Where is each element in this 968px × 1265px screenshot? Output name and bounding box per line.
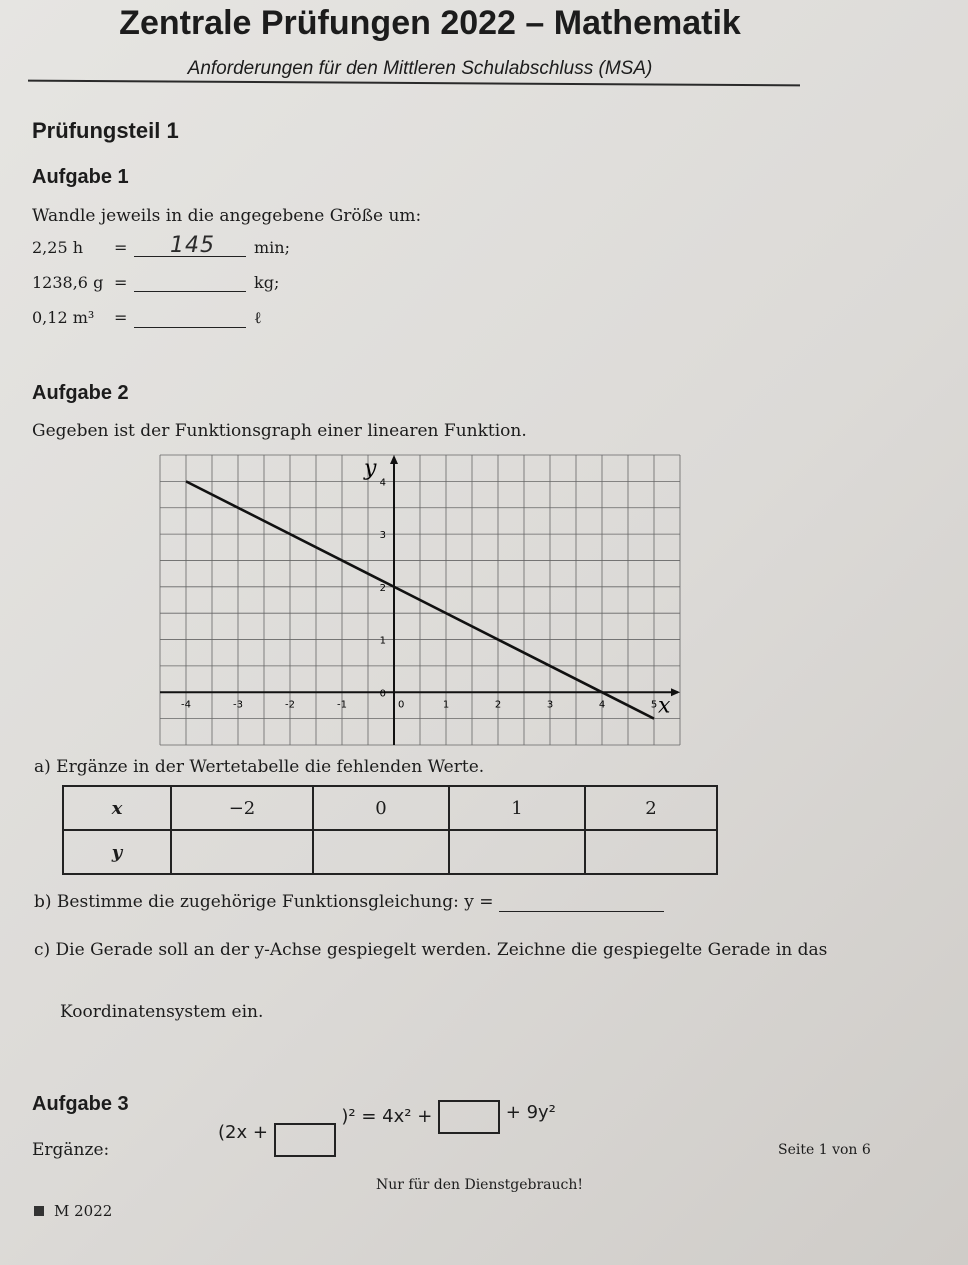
conversion-unit: min; [254,238,290,257]
conversion-value: 0,12 m³ [32,308,95,327]
header-divider [28,80,800,87]
table-cell-y[interactable] [449,830,585,874]
equation-part: + 9y² [505,1102,556,1123]
task-b [34,892,664,912]
page-title: Zentrale Prüfungen 2022 – Mathematik [119,4,741,42]
aufgabe2-intro: Gegeben ist der Funktionsgraph einer linearen Funktion. [32,421,527,441]
answer-blank[interactable] [134,233,246,258]
y-axis-label: y [364,456,377,481]
function-equation-blank[interactable] [499,895,664,912]
equation-part: (2x + [218,1122,268,1143]
page-subtitle: Anforderungen für den Mittleren Schulabschluss (MSA) [187,58,653,79]
x-tick-label: -2 [285,699,295,711]
y-tick-label: 0 [379,688,386,700]
value-table [62,785,718,875]
task-a-text: a) Ergänze in der Wertetabelle die fehlenden Werte. [34,757,485,777]
task-c-line1: c) Die Gerade soll an der y-Achse gespiegelt werden. Zeichne die gespiegelte Gerade in das [34,940,828,960]
x-tick-label: 2 [494,699,502,711]
table-cell-y[interactable] [313,830,449,874]
table-row [63,786,717,830]
aufgabe2-heading: Aufgabe 2 [32,382,129,404]
equation-part: )² = 4x² + [341,1106,433,1127]
task-c-line2: Koordinatensystem ein. [60,1002,264,1022]
conversion-unit: ℓ [254,308,262,327]
handwritten-answer: 145 [170,233,215,258]
table-cell-x: −2 [171,786,313,830]
table-header-y: y [63,830,171,874]
aufgabe1-instruction: Wandle jeweils in die angegebene Größe um: [32,206,422,226]
page-number: Seite 1 von 6 [778,1142,871,1158]
binomial-equation [218,1100,556,1157]
conversion-unit: kg; [254,273,280,292]
coordinate-system[interactable] [150,445,690,755]
y-tick-label: 1 [379,635,386,647]
table-cell-x: 1 [449,786,585,830]
y-axis-arrow-icon [390,455,398,464]
aufgabe1-heading: Aufgabe 1 [32,166,129,188]
conversion-row: 0,12 m³ = ℓ [32,308,262,327]
table-cell-x: 2 [585,786,717,830]
square-bullet-icon [34,1206,44,1216]
aufgabe3-label: Ergänze: [32,1140,110,1160]
answer-blank[interactable] [134,273,246,292]
x-tick-label: 4 [598,699,606,711]
conversion-value: 2,25 h [32,238,84,257]
footer-note: Nur für den Dienstgebrauch! [376,1177,584,1193]
x-tick-label: 5 [650,699,658,711]
x-tick-label: 3 [546,699,554,711]
task-b-text: b) Bestimme die zugehörige Funktionsgleichung: y = [34,892,494,912]
x-axis-label: x [658,693,671,719]
answer-box[interactable] [438,1100,500,1134]
part-heading: Prüfungsteil 1 [32,118,179,143]
answer-blank[interactable] [134,309,246,328]
x-tick-label: 0 [398,699,405,711]
conversion-value: 1238,6 g [32,273,104,292]
conversion-row: 2,25 h = 145 min; [32,233,290,258]
table-cell-x: 0 [313,786,449,830]
conversion-row: 1238,6 g = kg; [32,273,280,292]
table-header-x: x [63,786,171,830]
aufgabe3-heading: Aufgabe 3 [32,1093,129,1115]
y-tick-label: 4 [379,477,386,489]
answer-box[interactable] [274,1123,336,1157]
footer-code: M 2022 [54,1202,113,1220]
x-tick-label: -1 [337,699,347,711]
table-row [63,830,717,874]
footer-code-wrap [34,1202,112,1220]
table-cell-y[interactable] [171,830,313,874]
x-tick-label: -3 [233,699,243,711]
x-tick-label: -4 [181,699,191,711]
x-axis-arrow-icon [671,688,680,696]
x-tick-label: 1 [442,699,450,711]
table-cell-y[interactable] [585,830,717,874]
y-tick-label: 3 [379,530,386,542]
y-tick-label: 2 [379,582,386,594]
